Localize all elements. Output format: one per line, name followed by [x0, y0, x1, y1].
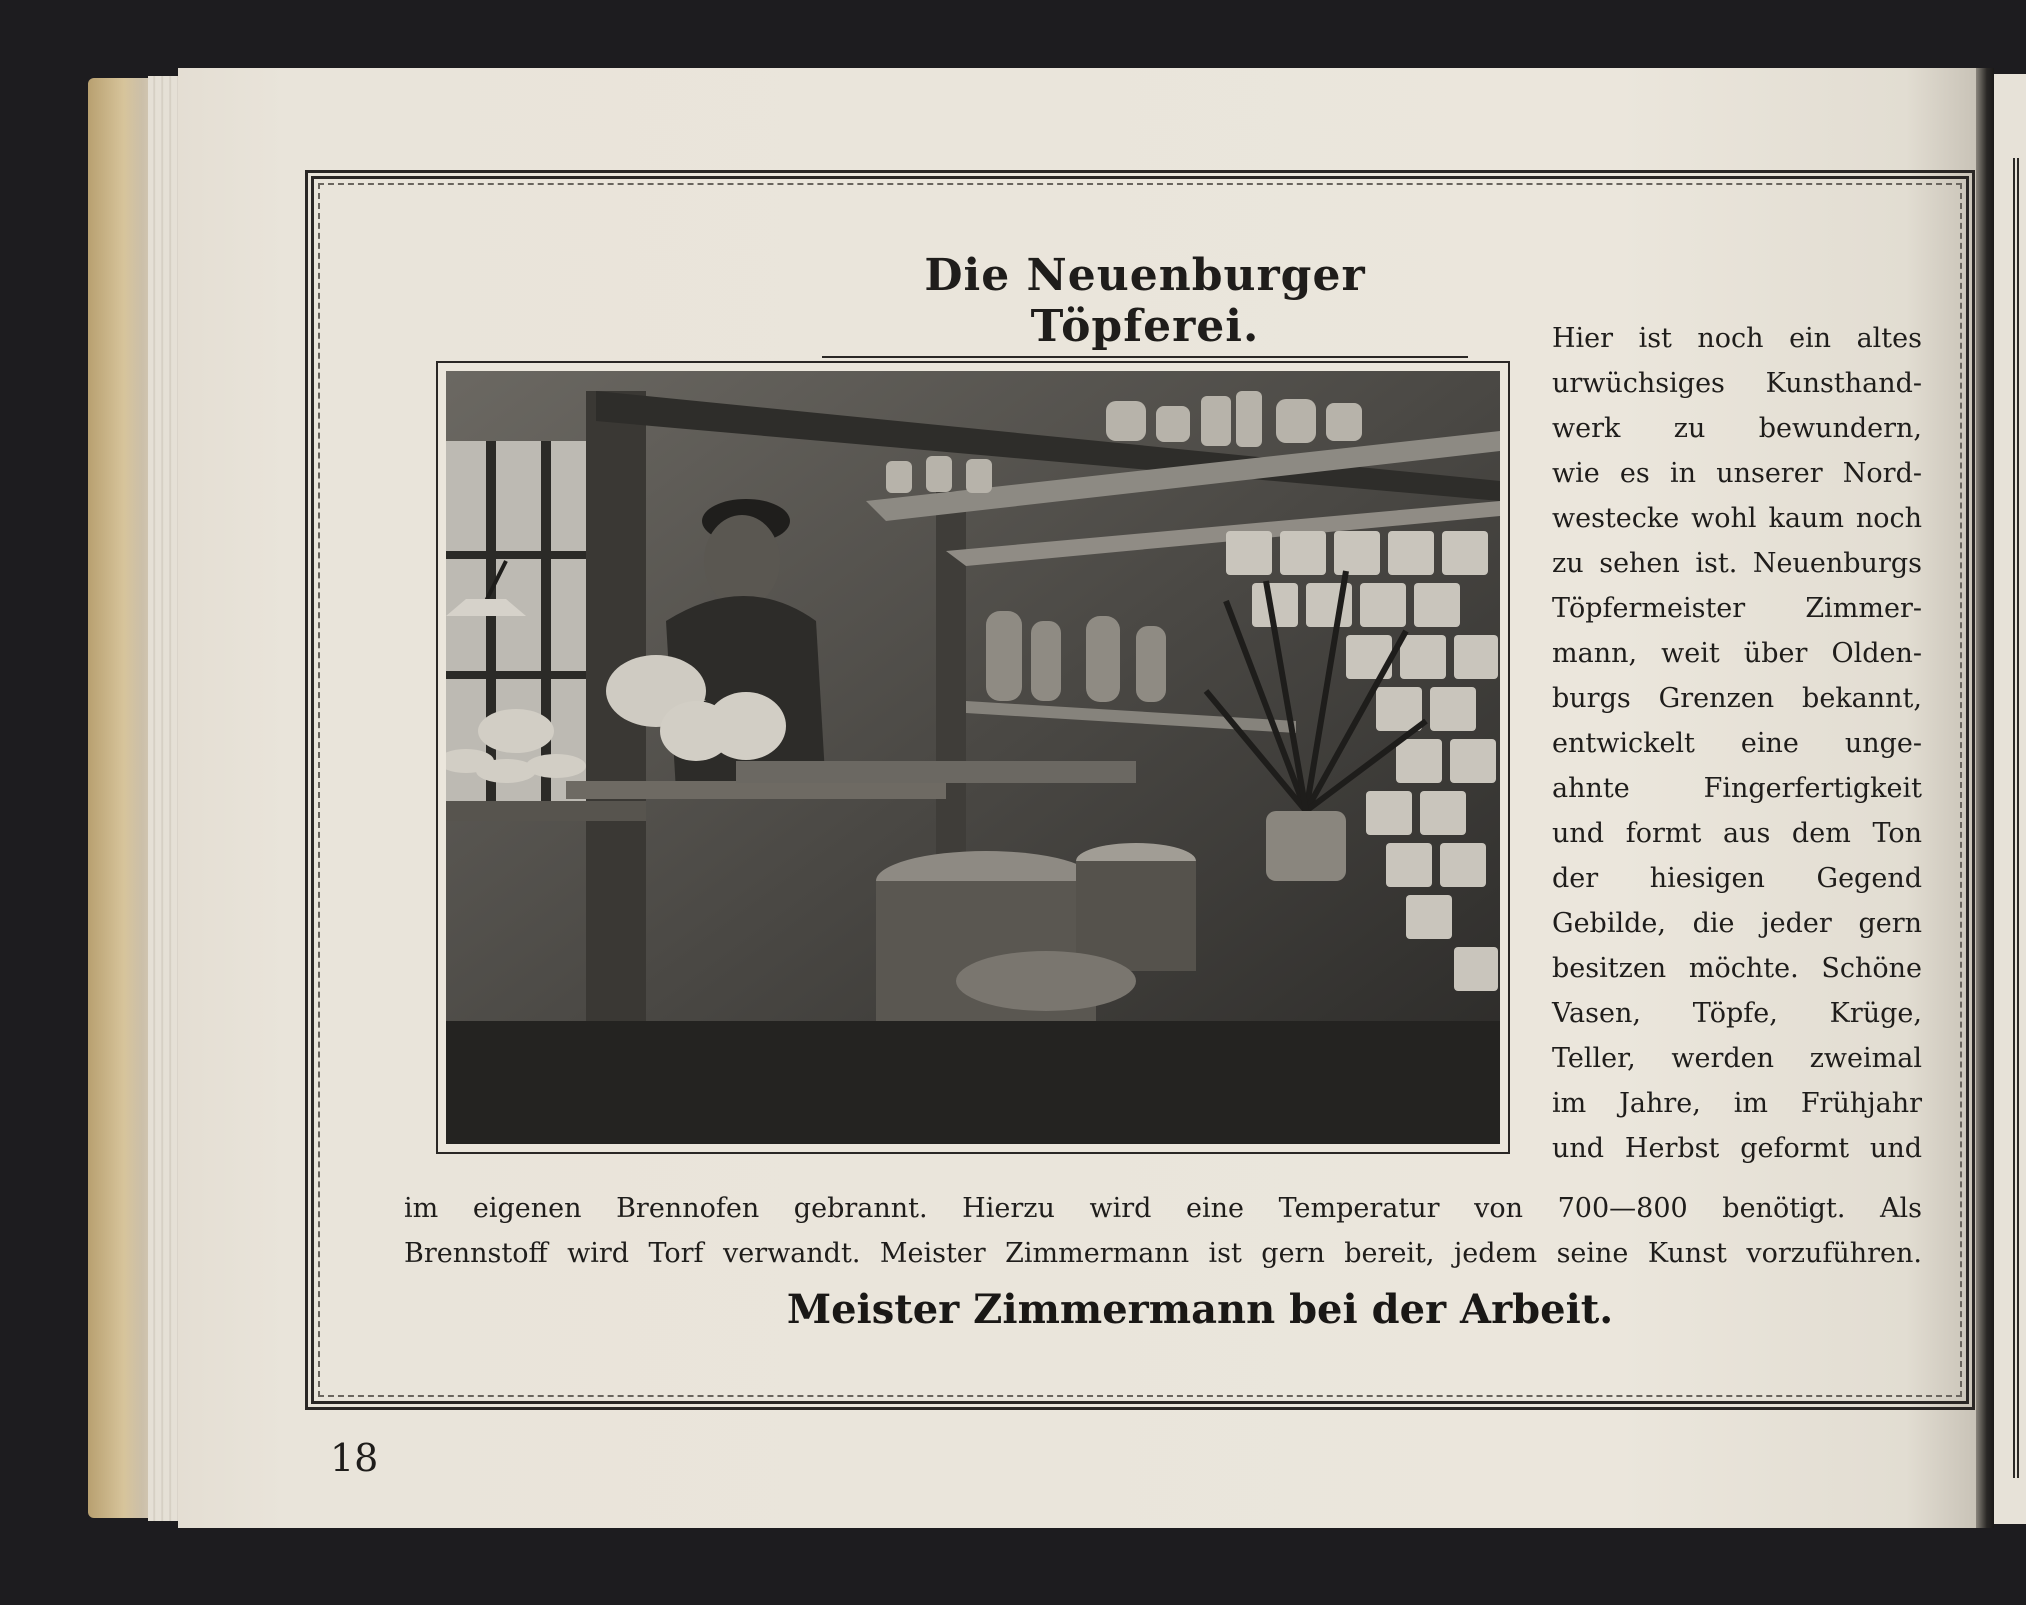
text-line: westecke wohl kaum noch: [1552, 503, 1922, 534]
text-line: besitzen möchte. Schöne: [1552, 953, 1922, 984]
page-number: 18: [330, 1436, 379, 1480]
text-line: Töpfermeister Zimmer-: [1552, 593, 1922, 624]
text-line: Brennstoff wird Torf verwandt. Meister Zimmermann ist gern bereit, jedem seine Kunst vorzuführen.: [404, 1238, 1922, 1269]
text-line: zu sehen ist. Neuenburgs: [1552, 548, 1922, 579]
text-line: und formt aus dem Ton: [1552, 818, 1922, 849]
text-line: im Jahre, im Frühjahr: [1552, 1088, 1922, 1119]
workshop-photograph: [446, 371, 1500, 1144]
text-line: im eigenen Brennofen gebrannt. Hierzu wird eine Temperatur von 700—800 benötigt. Als: [404, 1193, 1922, 1224]
text-line: Gebilde, die jeder gern: [1552, 908, 1922, 939]
text-line: entwickelt eine unge-: [1552, 728, 1922, 759]
text-line: Teller, werden zweimal: [1552, 1043, 1922, 1074]
text-line: wie es in unserer Nord-: [1552, 458, 1922, 489]
text-line: burgs Grenzen bekannt,: [1552, 683, 1922, 714]
text-line: der hiesigen Gegend: [1552, 863, 1922, 894]
text-line: Hier ist noch ein altes: [1552, 323, 1922, 354]
text-line: werk zu bewundern,: [1552, 413, 1922, 444]
article-title: Die Neuenburger Töpferei.: [822, 250, 1468, 358]
article-text-full-width: [404, 1186, 1922, 1276]
photo-caption: Meister Zimmermann bei der Arbeit.: [786, 1286, 1614, 1333]
text-line: mann, weit über Olden-: [1552, 638, 1922, 669]
book-spine: [1976, 68, 1994, 1528]
text-line: ahnte Fingerfertigkeit: [1552, 773, 1922, 804]
text-line: und Herbst geformt und: [1552, 1133, 1922, 1164]
text-line: Vasen, Töpfe, Krüge,: [1552, 998, 1922, 1029]
text-line: urwüchsiges Kunsthand-: [1552, 368, 1922, 399]
right-page-border: [2013, 158, 2026, 1478]
photo-potter-at-work: [436, 361, 1510, 1154]
article-text-beside-photo: [1552, 316, 1922, 1171]
